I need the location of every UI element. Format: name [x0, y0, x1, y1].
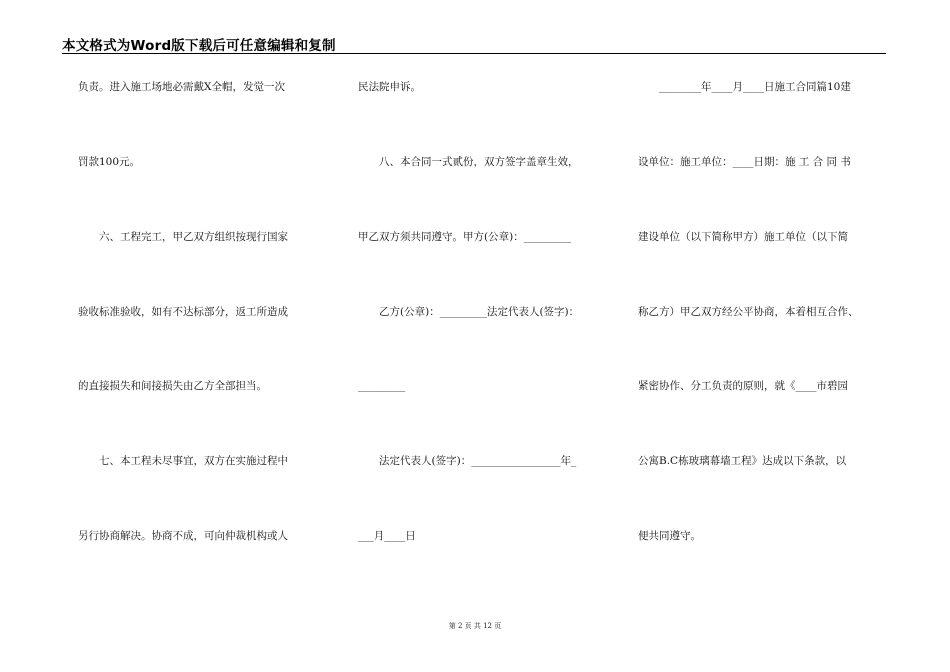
text-line: 负责。进入施工场地必需戴X全帽，发觉一次 — [78, 81, 285, 93]
text-line: 八、本合同一式贰份，双方签字盖章生效， — [358, 156, 579, 168]
document-header-title: 本文格式为Word版下载后可任意编辑和复制 — [62, 38, 336, 54]
text-line: 验收标准验收，如有不达标部分，返工所造成 — [78, 306, 288, 318]
text-line: _________ — [358, 380, 406, 392]
text-line: 便共同遵守。 — [638, 530, 701, 542]
text-line: 建设单位（以下简称甲方）施工单位（以下简 — [638, 231, 848, 243]
text-line: 罚款100元。 — [78, 156, 141, 168]
text-line: 的直接损失和间接损失由乙方全部担当。 — [78, 380, 267, 392]
text-line: ________年____月____日施工合同篇10建 — [638, 81, 851, 93]
text-line: 乙方(公章)：_________法定代表人(签字)： — [358, 306, 580, 318]
text-line: 紧密协作、分工负责的原则，就《____市碧园 — [638, 380, 848, 392]
text-line: 法定代表人(签字)：_________________年_ — [358, 455, 577, 467]
text-line: 甲乙双方须共同遵守。甲方(公章)：_________ — [358, 231, 571, 243]
text-line: 另行协商解决。协商不成，可向仲裁机构或人 — [78, 530, 288, 542]
page-number-footer: 第 2 页 共 12 页 — [448, 622, 502, 630]
text-line: 称乙方）甲乙双方经公平协商，本着相互合作、 — [638, 306, 859, 318]
text-line: 设单位：施工单位：____日期：施 工 合 同 书 — [638, 156, 851, 168]
text-line: 公寓B.C栋玻璃幕墙工程》达成以下条款，以 — [638, 455, 847, 467]
text-line: 七、本工程未尽事宜，双方在实施过程中 — [78, 455, 288, 467]
text-line: 六、工程完工，甲乙双方组织按现行国家 — [78, 231, 288, 243]
text-line: 民法院申诉。 — [358, 81, 421, 93]
text-line: ___月____日 — [358, 530, 416, 542]
header-divider — [62, 53, 886, 54]
